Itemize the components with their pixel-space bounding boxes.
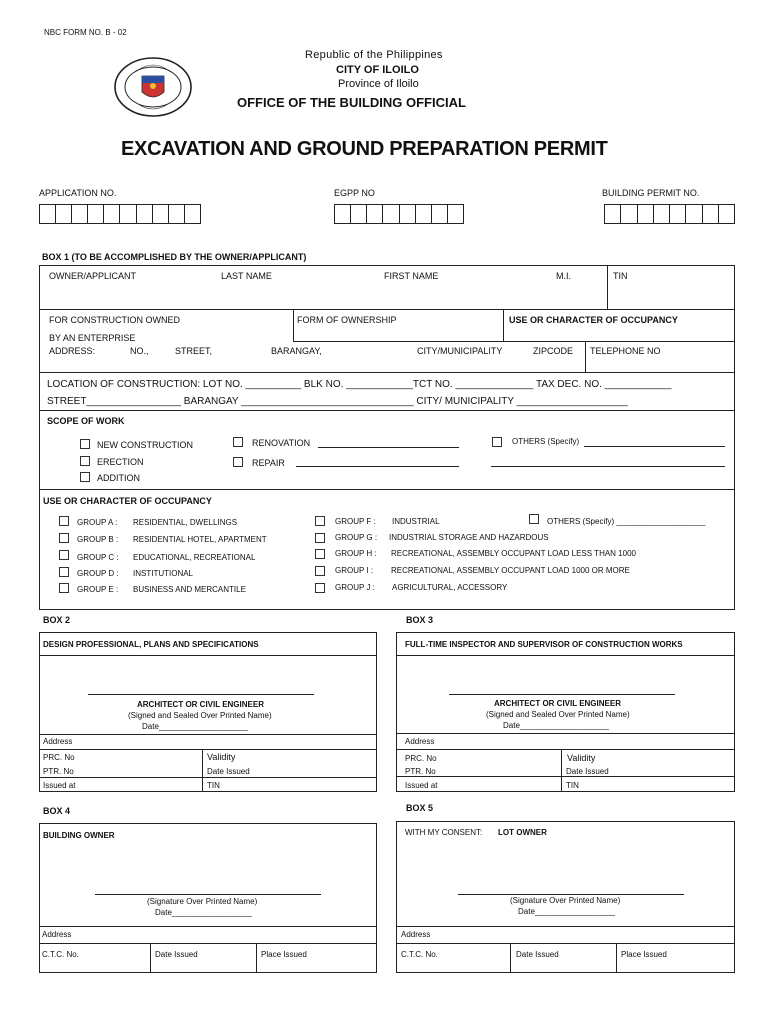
- scope-heading: SCOPE OF WORK: [47, 416, 125, 426]
- group-d-checkbox[interactable]: [59, 567, 69, 577]
- addition-checkbox[interactable]: [80, 472, 90, 482]
- group-e-desc: BUSINESS AND MERCANTILE: [133, 585, 246, 594]
- box2-date-issued-label: Date Issued: [207, 767, 250, 776]
- new-construction-label: NEW CONSTRUCTION: [97, 440, 193, 450]
- box2-heading: DESIGN PROFESSIONAL, PLANS AND SPECIFICATIONS: [43, 640, 259, 649]
- tin-label: TIN: [613, 271, 628, 281]
- first-name-label: FIRST NAME: [384, 271, 439, 281]
- by-enterprise-label: BY AN ENTERPRISE: [49, 333, 136, 343]
- renovation-checkbox[interactable]: [233, 437, 243, 447]
- application-no-label: APPLICATION NO.: [39, 188, 117, 198]
- box4-date-issued-label: Date Issued: [155, 950, 198, 959]
- box4-label: BOX 4: [43, 806, 71, 816]
- box4-heading: BUILDING OWNER: [43, 831, 115, 840]
- building-permit-no-label: BUILDING PERMIT NO.: [602, 188, 700, 198]
- box5-date: Date__________________: [518, 907, 615, 916]
- group-d-code: GROUP D :: [77, 569, 119, 578]
- erection-label: ERECTION: [97, 457, 144, 467]
- group-a-desc: RESIDENTIAL, DWELLINGS: [133, 518, 238, 527]
- box4-date: Date__________________: [155, 908, 252, 917]
- group-c-desc: EDUCATIONAL, RECREATIONAL: [133, 553, 256, 562]
- group-h-code: GROUP H :: [335, 549, 377, 558]
- box5-signature: (Signature Over Printed Name): [510, 896, 621, 905]
- application-no-field[interactable]: [39, 204, 201, 224]
- group-g-desc: INDUSTRIAL STORAGE AND HAZARDOUS: [389, 533, 549, 542]
- address-no-label: NO.,: [130, 346, 149, 356]
- egpp-no-field[interactable]: [334, 204, 464, 224]
- address-label: ADDRESS:: [49, 346, 96, 356]
- egpp-no-label: EGPP NO: [334, 188, 375, 198]
- group-d-desc: INSTITUTIONAL: [133, 569, 194, 578]
- scope-others-checkbox[interactable]: [492, 437, 502, 447]
- new-construction-checkbox[interactable]: [80, 439, 90, 449]
- address-street-label: STREET,: [175, 346, 213, 356]
- group-a-checkbox[interactable]: [59, 516, 69, 526]
- form-of-ownership-label: FORM OF OWNERSHIP: [297, 315, 397, 325]
- box3-date-issued-label: Date Issued: [566, 767, 609, 776]
- republic-text: Republic of the Philippines: [305, 49, 443, 61]
- city-seal-icon: [112, 56, 194, 118]
- box1-heading: BOX 1 (TO BE ACCOMPLISHED BY THE OWNER/APPLICANT): [42, 252, 307, 262]
- repair-checkbox[interactable]: [233, 457, 243, 467]
- occupancy-heading: USE OR CHARACTER OF OCCUPANCY: [43, 496, 212, 506]
- group-i-checkbox[interactable]: [315, 566, 325, 576]
- province-text: Province of Iloilo: [338, 78, 419, 90]
- group-j-desc: AGRICULTURAL, ACCESSORY: [392, 583, 508, 592]
- group-f-code: GROUP F :: [335, 517, 376, 526]
- zipcode-label: ZIPCODE: [533, 346, 574, 356]
- box2-address-label: Address: [43, 737, 73, 746]
- owner-applicant-label: OWNER/APPLICANT: [49, 271, 137, 281]
- city-text: CITY OF ILOILO: [336, 64, 419, 76]
- office-title: OFFICE OF THE BUILDING OFFICIAL: [237, 95, 466, 110]
- group-c-checkbox[interactable]: [59, 550, 69, 560]
- box3-date: Date____________________: [503, 721, 609, 730]
- box3-prc-label: PRC. No: [405, 754, 437, 763]
- group-f-checkbox[interactable]: [315, 516, 325, 526]
- box5-label: BOX 5: [406, 803, 434, 813]
- building-permit-no-field[interactable]: [604, 204, 735, 224]
- scope-others-label: OTHERS (Specify): [512, 437, 580, 446]
- box5-consent: WITH MY CONSENT:: [405, 828, 483, 837]
- box3-tin-label: TIN: [566, 781, 579, 790]
- box2-validity-label: Validity: [207, 752, 236, 762]
- page-title: EXCAVATION AND GROUND PREPARATION PERMIT: [121, 138, 608, 160]
- box3-heading: FULL-TIME INSPECTOR AND SUPERVISOR OF CONSTRUCTION WORKS: [405, 640, 683, 649]
- box5-lot-owner: LOT OWNER: [498, 828, 547, 837]
- group-h-desc: RECREATIONAL, ASSEMBLY OCCUPANT LOAD LESS THAN 1000: [391, 549, 636, 558]
- renovation-label: RENOVATION: [252, 438, 311, 448]
- location-line: LOCATION OF CONSTRUCTION: LOT NO. __________ BLK NO. ____________TCT NO. ______________ TAX DEC. NO. ____________: [47, 379, 672, 390]
- group-i-desc: RECREATIONAL, ASSEMBLY OCCUPANT LOAD 1000 OR MORE: [391, 566, 630, 575]
- box5-ctc-label: C.T.C. No.: [401, 950, 438, 959]
- box3-label: BOX 3: [406, 615, 434, 625]
- box5-date-issued-label: Date Issued: [516, 950, 559, 959]
- last-name-label: LAST NAME: [221, 271, 272, 281]
- group-j-code: GROUP J :: [335, 583, 375, 592]
- box4-place-issued-label: Place Issued: [261, 950, 307, 959]
- box2-role: ARCHITECT OR CIVIL ENGINEER: [137, 700, 264, 709]
- group-b-desc: RESIDENTIAL HOTEL, APARTMENT: [133, 535, 267, 544]
- box4-ctc-label: C.T.C. No.: [42, 950, 79, 959]
- group-c-code: GROUP C :: [77, 553, 119, 562]
- group-b-checkbox[interactable]: [59, 533, 69, 543]
- mi-label: M.I.: [556, 271, 571, 281]
- occupancy-others-label: OTHERS (Specify) ____________________: [547, 517, 706, 526]
- erection-checkbox[interactable]: [80, 456, 90, 466]
- box2-signed: (Signed and Sealed Over Printed Name): [128, 711, 272, 720]
- group-i-code: GROUP I :: [335, 566, 374, 575]
- address-city-label: CITY/MUNICIPALITY: [417, 346, 503, 356]
- box4-address-label: Address: [42, 930, 72, 939]
- group-e-code: GROUP E :: [77, 585, 119, 594]
- group-g-checkbox[interactable]: [315, 533, 325, 543]
- box3-role: ARCHITECT OR CIVIL ENGINEER: [494, 699, 621, 708]
- for-construction-label: FOR CONSTRUCTION OWNED: [49, 315, 180, 325]
- group-g-code: GROUP G :: [335, 533, 378, 542]
- group-h-checkbox[interactable]: [315, 549, 325, 559]
- box3-issued-at-label: Issued at: [405, 781, 438, 790]
- group-a-code: GROUP A :: [77, 518, 118, 527]
- addition-label: ADDITION: [97, 473, 141, 483]
- box2-date: Date____________________: [142, 722, 248, 731]
- group-j-checkbox[interactable]: [315, 583, 325, 593]
- telephone-label: TELEPHONE NO: [590, 346, 661, 356]
- box3-validity-label: Validity: [567, 753, 596, 763]
- repair-label: REPAIR: [252, 458, 285, 468]
- group-e-checkbox[interactable]: [59, 583, 69, 593]
- group-f-desc: INDUSTRIAL: [392, 517, 440, 526]
- form-number: NBC FORM NO. B - 02: [44, 28, 127, 37]
- street-line: STREET_________________ BARANGAY _______________________________ CITY/ MUNICIPALITY ____________________: [47, 396, 628, 407]
- use-or-character-label: USE OR CHARACTER OF OCCUPANCY: [509, 315, 678, 325]
- occupancy-others-checkbox[interactable]: [529, 514, 539, 524]
- box2-issued-at-label: Issued at: [43, 781, 76, 790]
- box2-label: BOX 2: [43, 615, 71, 625]
- box2-prc-label: PRC. No: [43, 753, 75, 762]
- group-b-code: GROUP B :: [77, 535, 119, 544]
- box2-ptr-label: PTR. No: [43, 767, 74, 776]
- address-barangay-label: BARANGAY,: [271, 346, 322, 356]
- box2-tin-label: TIN: [207, 781, 220, 790]
- box5-place-issued-label: Place Issued: [621, 950, 667, 959]
- box4-signature: (Signature Over Printed Name): [147, 897, 258, 906]
- box3-signed: (Signed and Sealed Over Printed Name): [486, 710, 630, 719]
- box3-address-label: Address: [405, 737, 435, 746]
- box3-ptr-label: PTR. No: [405, 767, 436, 776]
- box5-address-label: Address: [401, 930, 431, 939]
